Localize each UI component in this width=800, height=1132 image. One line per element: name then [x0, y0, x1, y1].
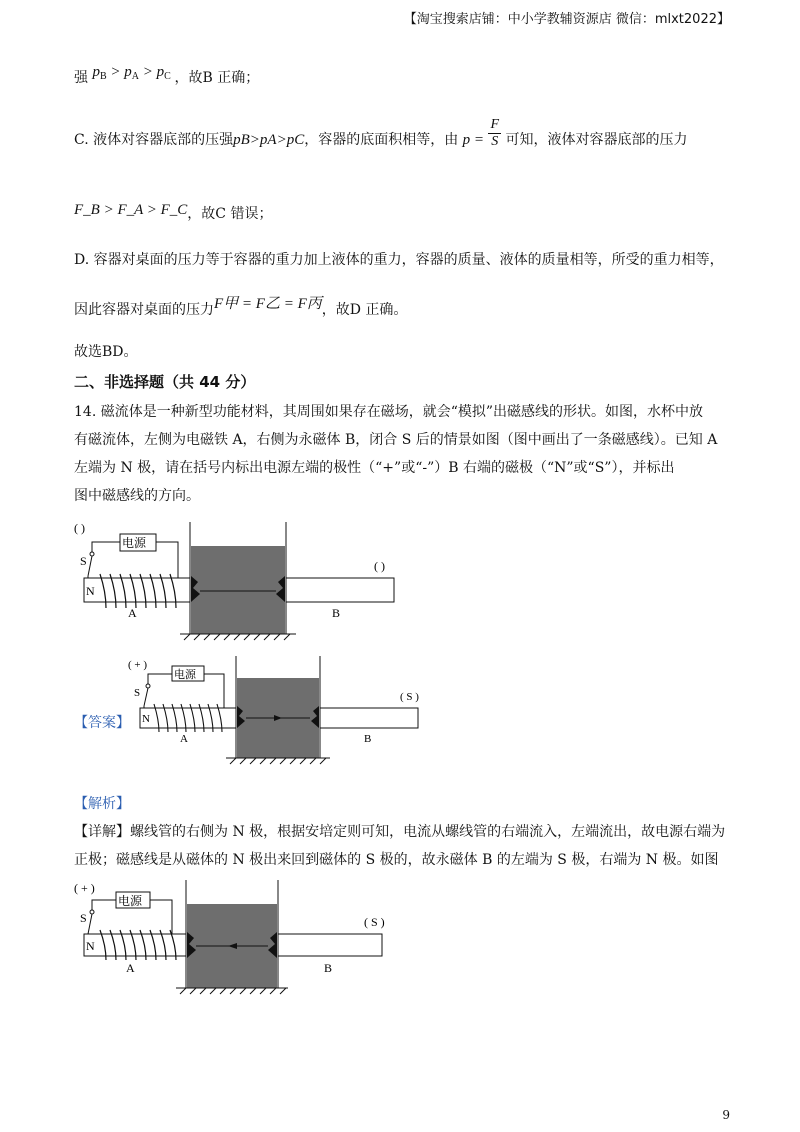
force-inequality: F_B > F_A > F_C: [74, 202, 188, 218]
svg-text:电源: 电源: [174, 668, 196, 681]
svg-text:( + ): ( + ): [128, 659, 148, 671]
q14-line-1: 14. 磁流体是一种新型功能材料，其周围如果存在磁场，就会“模拟”出磁感线的形状。如图，水杯中放: [74, 404, 704, 420]
line-b: [74, 64, 260, 93]
svg-text:A: A: [128, 606, 137, 620]
svg-text:B: B: [332, 606, 341, 620]
svg-text:S: S: [80, 911, 87, 925]
svg-text:电源: 电源: [122, 536, 147, 550]
svg-text:( S ): ( S ): [400, 691, 419, 703]
line-c: C. 液体对容器底部的压强pB>pA>pC，容器的底面积相等，由 p = $\frac{F}{S}$ 可知，液体对容器底部的压力: [74, 116, 688, 149]
choose-line: 故选BD。: [74, 344, 138, 360]
fluid-cup: [191, 546, 285, 634]
line-b-suffix: ，故B 正确；: [174, 70, 260, 86]
svg-text:( + ): ( + ): [74, 881, 95, 895]
magnet-b: [286, 578, 394, 602]
pressure-formula: $\frac{F}{S}$: [490, 116, 500, 149]
q14-line-4: 图中磁感线的方向。: [74, 488, 200, 504]
blank-right: ( ): [374, 559, 385, 573]
question-figure: [70, 518, 410, 643]
svg-text:B: B: [364, 733, 372, 745]
svg-text:S: S: [134, 687, 141, 699]
blank-left: ( ): [74, 521, 85, 535]
svg-text:N: N: [86, 939, 95, 953]
answer-label: 【答案】: [74, 715, 130, 731]
line-b-prefix: 强: [74, 70, 88, 86]
svg-text:电源: 电源: [118, 894, 143, 908]
q14-line-3: 左端为 N 极，请在括号内标出电源左端的极性（“+”或“-”）B 右端的磁极（“N”或“S”），并标出: [74, 460, 675, 476]
detail-line-1: 【详解】螺线管的右侧为 N 极，根据安培定则可知，电流从螺线管的右端流入，左端流出，故电源右端为: [74, 824, 726, 840]
pressure-order: pB>pA>pC: [233, 132, 305, 148]
line-d2: 因此容器对桌面的压力F甲 = F乙 = F丙，故D 正确。: [74, 296, 408, 318]
detail-figure: [70, 878, 400, 1000]
switch-label: S: [80, 554, 87, 568]
svg-text:B: B: [324, 961, 333, 975]
analysis-label: 【解析】: [74, 796, 130, 812]
svg-text:A: A: [180, 733, 188, 745]
svg-text:N: N: [86, 584, 95, 598]
svg-text:N: N: [142, 713, 150, 725]
pressure-inequality: $p_B > p_A > p_C$: [92, 64, 171, 82]
section-title: 二、非选择题（共 44 分）: [74, 373, 256, 391]
formula-lhs: p =: [462, 132, 485, 148]
svg-text:A: A: [126, 961, 135, 975]
detail-line-2: 正极；磁感线是从磁体的 N 极出来回到磁体的 S 极的，故永磁体 B 的左端为 S 极，右端为 N 极。如图: [74, 852, 719, 868]
force-equality: F甲 = F乙 = F丙: [214, 296, 322, 312]
q14-line-2: 有磁流体，左侧为电磁铁 A，右侧为永磁体 B，闭合 S 后的情景如图（图中画出了一条磁感线）。已知 A: [74, 432, 718, 448]
svg-text:( S ): ( S ): [364, 915, 385, 929]
line-c2: F_B > F_A > F_C，故C 错误；: [74, 202, 273, 222]
switch: [88, 556, 92, 576]
page-header: 【淘宝搜索店铺：中小学教辅资源店 微信：mlxt2022】: [403, 12, 730, 27]
line-d: D. 容器对桌面的压力等于容器的重力加上液体的重力，容器的质量、液体的质量相等，所受的重力相等，: [74, 252, 724, 268]
answer-figure: [124, 654, 424, 766]
page-number: 9: [722, 1108, 730, 1122]
